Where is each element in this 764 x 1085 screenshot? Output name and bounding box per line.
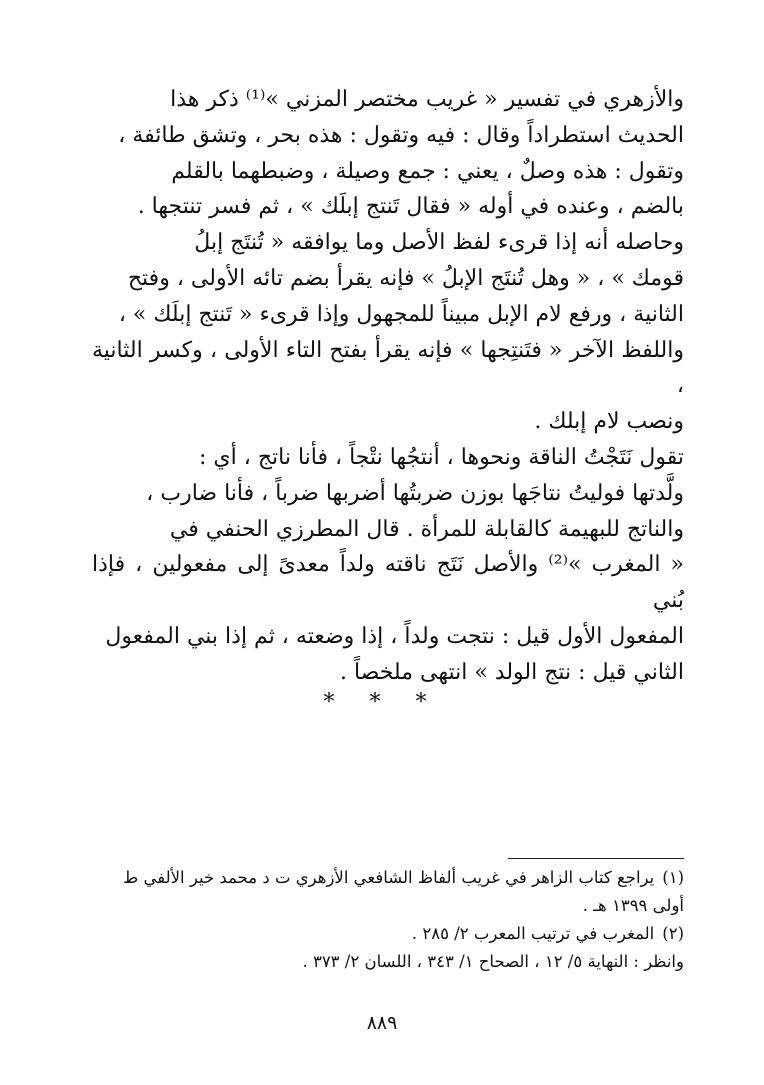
footnote-text: يراجع كتاب الزاهر في غريب ألفاظ الشافعي الأزهري ت د محمد خير الألفي ط <box>123 868 655 887</box>
text-line: ولَّدتها فوليتُ نتاجَها بوزن ضربتُها أضربها ضرباً ، فأنا ضارب ، <box>146 480 684 506</box>
text-line: الثاني قيل : نتج الولد » انتهى ملخصاً . <box>339 659 684 685</box>
footnote-number: (٢) <box>662 924 684 943</box>
text-line: بالضم ، وعنده في أوله « فقال تَنتج إبلَك » ، ثم فسر تنتجها . <box>137 194 684 220</box>
footnotes <box>80 864 684 976</box>
text-line: الثانية ، ورفع لام الإبل مبيناً للمجهول وإذا قرىء « تَنتج إبلَك » ، <box>118 301 684 327</box>
paragraph-2 <box>92 225 684 440</box>
paragraph-1 <box>92 82 684 225</box>
text-line: « المغرب »⁽²⁾ والأصل نَتَج ناقته ولداً معدىً إلى مفعولين ، فإذا بُني <box>92 552 684 614</box>
text-line: المفعول الأول قيل : نتجت ولداً ، إذا وضعته ، ثم إذا بني المفعول <box>105 623 684 649</box>
text-line: الحديث استطراداً وقال : فيه وتقول : هذه بحر ، وتشق طائفة ، <box>118 122 684 148</box>
footnote-text: المغرب في ترتيب المعرب ٢/ ٢٨٥ . <box>411 924 655 943</box>
text-line: تقول نَتَجْتُ الناقة ونحوها ، أنتجُها نتْجاً ، فأنا ناتج ، أي : <box>199 444 684 470</box>
text-line: والأزهري في تفسير « غريب مختصر المزني »⁽¹⁾ ذكر هذا <box>170 87 684 112</box>
footnote-line: وانظر : النهاية ٥/ ١٢ ، الصحاح ١/ ٣٤٣ ، اللسان ٢/ ٣٧٣ . <box>302 952 684 971</box>
footnote-line: أولى ١٣٩٩ هـ . <box>582 896 684 915</box>
text-line: قومك » ، « وهل تُنتَج الإبلُ » فإنه يقرأ بضم تائه الأولى ، وفتح <box>127 265 684 291</box>
main-text <box>92 82 684 691</box>
section-separator: * * * <box>323 690 441 715</box>
footnote-line <box>80 864 684 892</box>
text-line: وتقول : هذه وصلٌ ، يعني : جمع وصيلة ، وضبطهما بالقلم <box>171 158 684 184</box>
footnote-rule <box>508 858 684 859</box>
text-line: ونصب لام إبلك . <box>534 409 684 435</box>
footnote-number: (١) <box>662 868 684 887</box>
footnote-2 <box>80 920 684 976</box>
page-number: ٨٨٩ <box>366 1012 398 1034</box>
footnote-line <box>80 920 684 948</box>
text-line: وحاصله أنه إذا قرىء لفظ الأصل وما يوافقه « تُنتَج إبلُ <box>194 230 684 256</box>
text-line: واللفظ الآخر « فتَنتِجها » فإنه يقرأ بفتح التاء الأولى ، وكسر الثانية ، <box>92 337 684 399</box>
footnote-1 <box>80 864 684 920</box>
text-line: والناتج للبهيمة كالقابلة للمرأة . قال المطرزي الحنفي في <box>169 516 684 542</box>
paragraph-3 <box>92 440 684 691</box>
